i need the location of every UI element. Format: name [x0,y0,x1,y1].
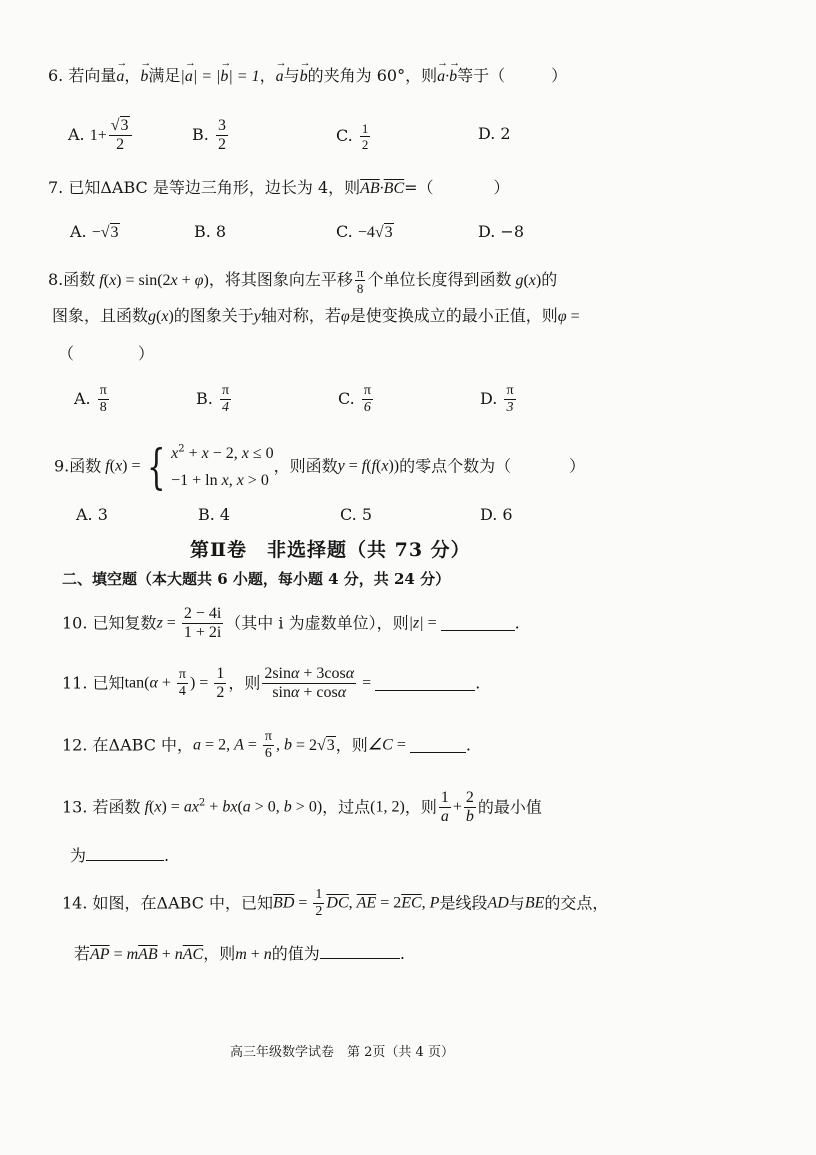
question-12: 12. 在ΔABC 中，a = 2, A = $\frac{\pi}{6}$ , b = 2√3，则∠C = . [62,729,471,761]
piecewise-function: $x^2 + x - 2$, x ≤ 0 −1 + ln x, x > 0 [171,443,274,489]
q9-option-b[interactable]: B. 4 [198,505,231,524]
q14-number: 14. [62,893,88,913]
q8-option-b[interactable]: B. $\frac{\pi}{4}$ [196,383,230,415]
q6-condition: |→ a| = |→ b| = 1 [180,68,259,85]
q7-option-a[interactable]: A. −√3 [70,222,119,241]
question-8-line2: 图象，且函数g(x)的图象关于y轴对称，若φ是使变换成立的最小正值，则φ = [52,306,580,325]
section-2-title: 第Ⅱ卷 非选择题（共 73 分） [190,539,471,561]
question-13-line2: 为 . [70,846,170,865]
question-13: 13. 若函数 $f(x) = ax^2 + bx(a > 0$, b > 0)，过点(1, 2)，则 $\frac{1}{a}$ + $\frac{2}{b}$ 的最小值 [62,789,542,825]
q10-number: 10. [62,613,88,633]
question-6: 6. 若向量→ a，→ b满足|→ a| = |→ b| = 1，→ a与→ b的夹角为 60°，则→ a·→ b等于（ ） [48,68,567,85]
q10-answer-blank[interactable] [441,616,515,631]
q12-answer-blank[interactable] [410,738,466,753]
q8-option-c[interactable]: C. $\frac{\pi}{6}$ [338,383,371,415]
vector-b: → b [140,69,148,85]
q13-number: 13. [62,797,88,817]
q11-number: 11. [62,673,88,693]
vector-a: → a [116,69,124,85]
q6-number: 6. [48,66,64,85]
q14-answer-blank[interactable] [320,944,400,959]
question-9: 9.函数 f(x) = { $x^2 + x - 2$, x ≤ 0 −1 + ln x, x > 0，则函数y = f(f(x))的零点个数为（ ） [54,438,586,495]
question-8-line3: （ ） [58,344,155,363]
question-7: 7. 已知ΔABC 是等边三角形，边长为 4，则$\overline{AB}\cdot\overline{BC}=$（ ） [48,178,510,197]
q13-answer-blank[interactable] [86,846,164,861]
q6-option-a[interactable]: A. 1+ $\frac{√3}{2}$ [68,118,134,153]
q6-option-b[interactable]: B. $\frac{3}{2}$ [192,117,226,153]
q9-option-a[interactable]: A. 3 [76,505,108,524]
question-11: 11. 已知tan(α + $\frac{\pi}{4}$ ) = $\frac{1}{2}$ ，则 $\frac{2\sin\alpha + 3\cos\alpha}{\sin\alpha + \cos\alpha}$ = . [62,665,481,701]
q11-answer-blank[interactable] [375,676,475,691]
piecewise-brace: { [146,438,165,495]
q7-option-d[interactable]: D. −8 [478,222,525,241]
q12-number: 12. [62,735,88,755]
page-footer: 高三年级数学试卷 第 2页（共 4 页） [230,1045,454,1060]
q9-option-c[interactable]: C. 5 [340,505,373,524]
question-10: 10. 已知复数z = $\frac{2 - 4i}{1 + 2i}$ （其中 i 为虚数单位），则|z| = . [62,605,520,641]
q7-option-b[interactable]: B. 8 [194,222,227,241]
q7-option-c[interactable]: C. −4√3 [336,222,393,241]
q9-number: 9. [54,456,70,476]
question-14: 14. 如图，在ΔABC 中，已知$\overline{BD}$ = $\frac{1}{2}$ $\overline{DC}$, $\overline{AE} = 2\overline{EC}$, P是线段AD与BE的交点， [62,887,609,919]
q6-option-c[interactable]: C. $\frac{1}{2}$ [336,121,369,152]
q7-number: 7. [48,178,64,197]
question-8: 8.函数 f(x) = sin(2x + φ)，将其图象向左平移 $\frac{\pi}{8}$ 个单位长度得到函数 g(x)的 [48,265,558,296]
q8-option-d[interactable]: D. $\frac{\pi}{3}$ [480,383,514,415]
question-14-line2: 若$\overline{AP} = m\overline{AB} + n\overline{AC}$，则m + n的值为 . [74,944,405,963]
q8-number: 8. [48,270,64,289]
q8-option-a[interactable]: A. $\frac{\pi}{8}$ [74,383,107,415]
q9-option-d[interactable]: D. 6 [480,505,513,524]
section-2-subtitle: 二、填空题（本大题共 6 小题，每小题 4 分，共 24 分） [62,570,451,588]
q8-function: f [95,272,104,289]
q6-option-d[interactable]: D. 2 [478,124,511,143]
